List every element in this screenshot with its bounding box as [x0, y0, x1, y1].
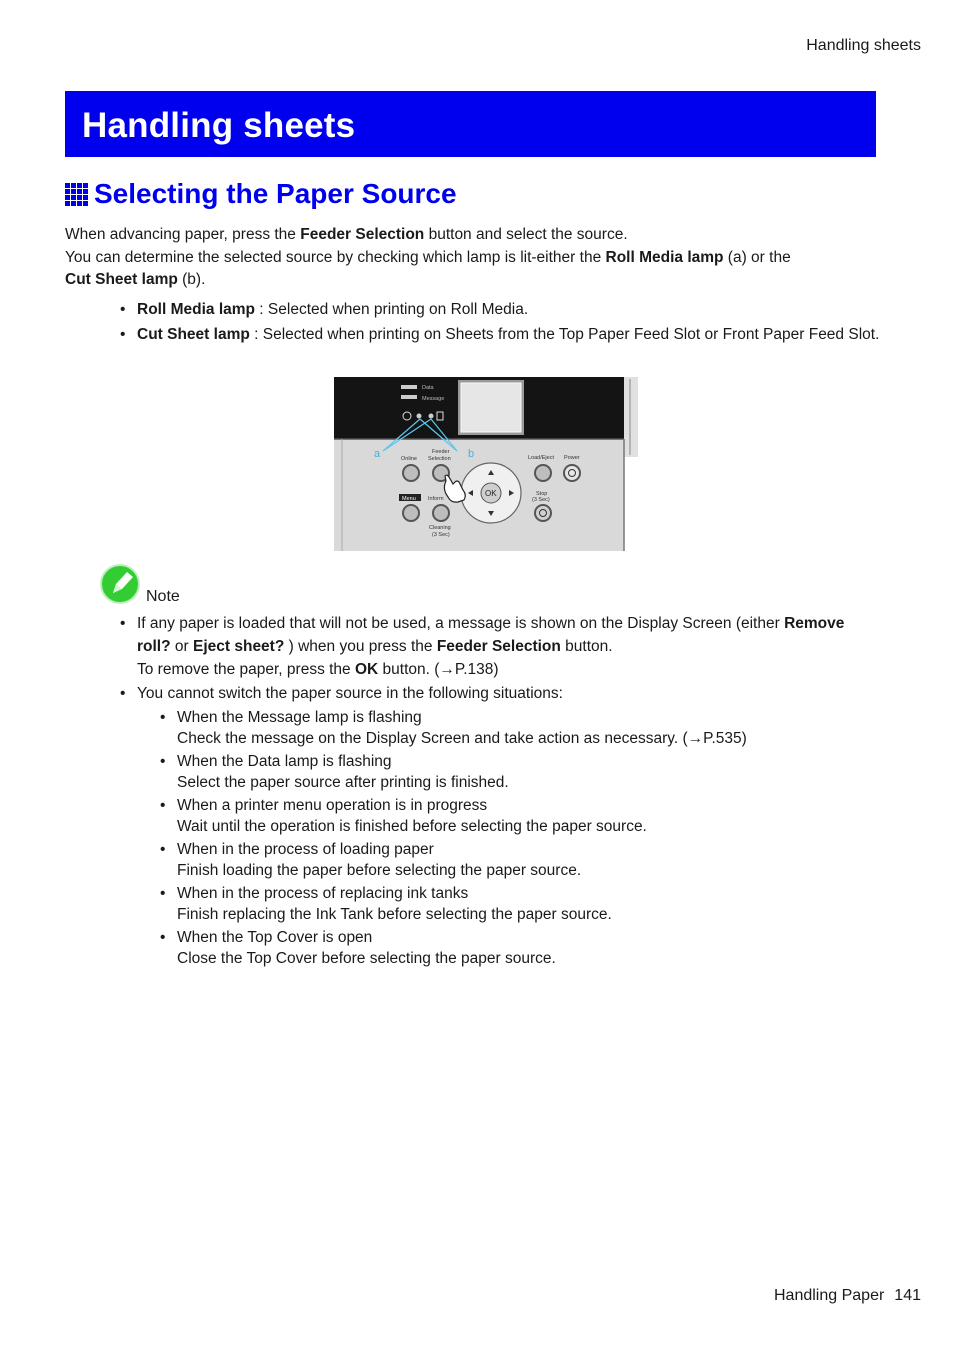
- data-label: Data: [422, 385, 434, 391]
- page-footer: [764, 1287, 921, 1305]
- section-title: Selecting the Paper Source: [94, 178, 457, 209]
- footer-section: Handling Paper: [774, 1287, 885, 1304]
- power-label: Power: [564, 455, 580, 461]
- callout-b: b: [468, 448, 475, 460]
- chapter-title: Handling sheets: [82, 106, 356, 145]
- intro-paragraph-2: You can determine the selected source by checking which lamp is lit-either the Roll Media lamp (a) or the Cut Sheet lamp (b).: [65, 248, 791, 288]
- menu-label: Menu: [402, 496, 416, 502]
- chapter-banner: [65, 91, 876, 157]
- callout-a: a: [374, 448, 381, 460]
- list-item: • When in the process of replacing ink tanks Finish replacing the Ink Tank before selecting the paper source.: [160, 883, 880, 925]
- list-item: • If any paper is loaded that will not be used, a message is shown on the Display Screen (either Remove roll? or Eject sheet? ) when you press the Feeder Selection button. To remove the paper, press the OK button. (→P.138): [120, 612, 880, 681]
- list-item: • When the Data lamp is flashing Select the paper source after printing is finished.: [160, 751, 880, 793]
- stop-label-1: Stop: [536, 491, 548, 497]
- list-item: • When in the process of loading paper Finish loading the paper before selecting the paper source.: [160, 839, 880, 881]
- cleaning-label-2: (3 Sec): [432, 532, 450, 538]
- note-label: Note: [146, 588, 180, 605]
- page-number: 141: [894, 1287, 921, 1304]
- intro-paragraph-1: When advancing paper, press the Feeder Selection button and select the source.: [65, 226, 628, 243]
- list-item: • Cut Sheet lamp : Selected when printing on Sheets from the Top Paper Feed Slot or Front Paper Feed Slot.: [120, 323, 880, 346]
- cleaning-label-1: Cleaning: [429, 525, 451, 531]
- load-eject-label: Load/Eject: [528, 455, 554, 461]
- lamp-list: [120, 298, 880, 346]
- intro-text: [65, 224, 885, 292]
- online-label: Online: [401, 456, 417, 462]
- feeder-label-2: Selection: [428, 456, 451, 462]
- section-heading: [65, 176, 457, 212]
- list-item: • When a printer menu operation is in progress Wait until the operation is finished before selecting the paper source.: [160, 795, 880, 837]
- roll-media-lamp: [417, 414, 422, 419]
- data-lamp: [401, 385, 417, 389]
- list-item: • When the Top Cover is open Close the Top Cover before selecting the paper source.: [160, 927, 880, 969]
- grid-icon: [65, 183, 88, 206]
- situation-list: [137, 707, 880, 969]
- info-label: Inform: [428, 496, 444, 502]
- message-label: Message: [422, 396, 445, 402]
- feeder-label-1: Feeder: [432, 449, 450, 455]
- list-item: • You cannot switch the paper source in the following situations: • When the Message lamp is flashing Check the message on the Display Screen and take action as necessary. (→P.535) • When the Data lamp is flashing Select the paper source after printing is finished. • When a printer menu operation is in progress Wait until the operation is finished before selecting the paper source. • When in the process of loading paper Finish loading the paper before selecting the paper source. • When in the process of replacing ink tanks Finish replacing the Ink Tank before selecting the paper source. • When the Top Cover is open Close the Top Cover before selecting the paper source.: [120, 682, 880, 969]
- ok-label: OK: [485, 489, 497, 498]
- note-list: [120, 612, 880, 971]
- pencil-icon: [100, 564, 142, 606]
- message-lamp: [401, 395, 417, 399]
- cut-sheet-lamp: [429, 414, 434, 419]
- list-item: • When the Message lamp is flashing Check the message on the Display Screen and take action as necessary. (→P.535): [160, 707, 880, 749]
- control-panel-figure: [334, 377, 640, 551]
- list-item: • Roll Media lamp : Selected when printing on Roll Media.: [120, 298, 880, 321]
- stop-label-2: (3 Sec): [532, 497, 550, 503]
- running-header: Handling sheets: [806, 37, 921, 54]
